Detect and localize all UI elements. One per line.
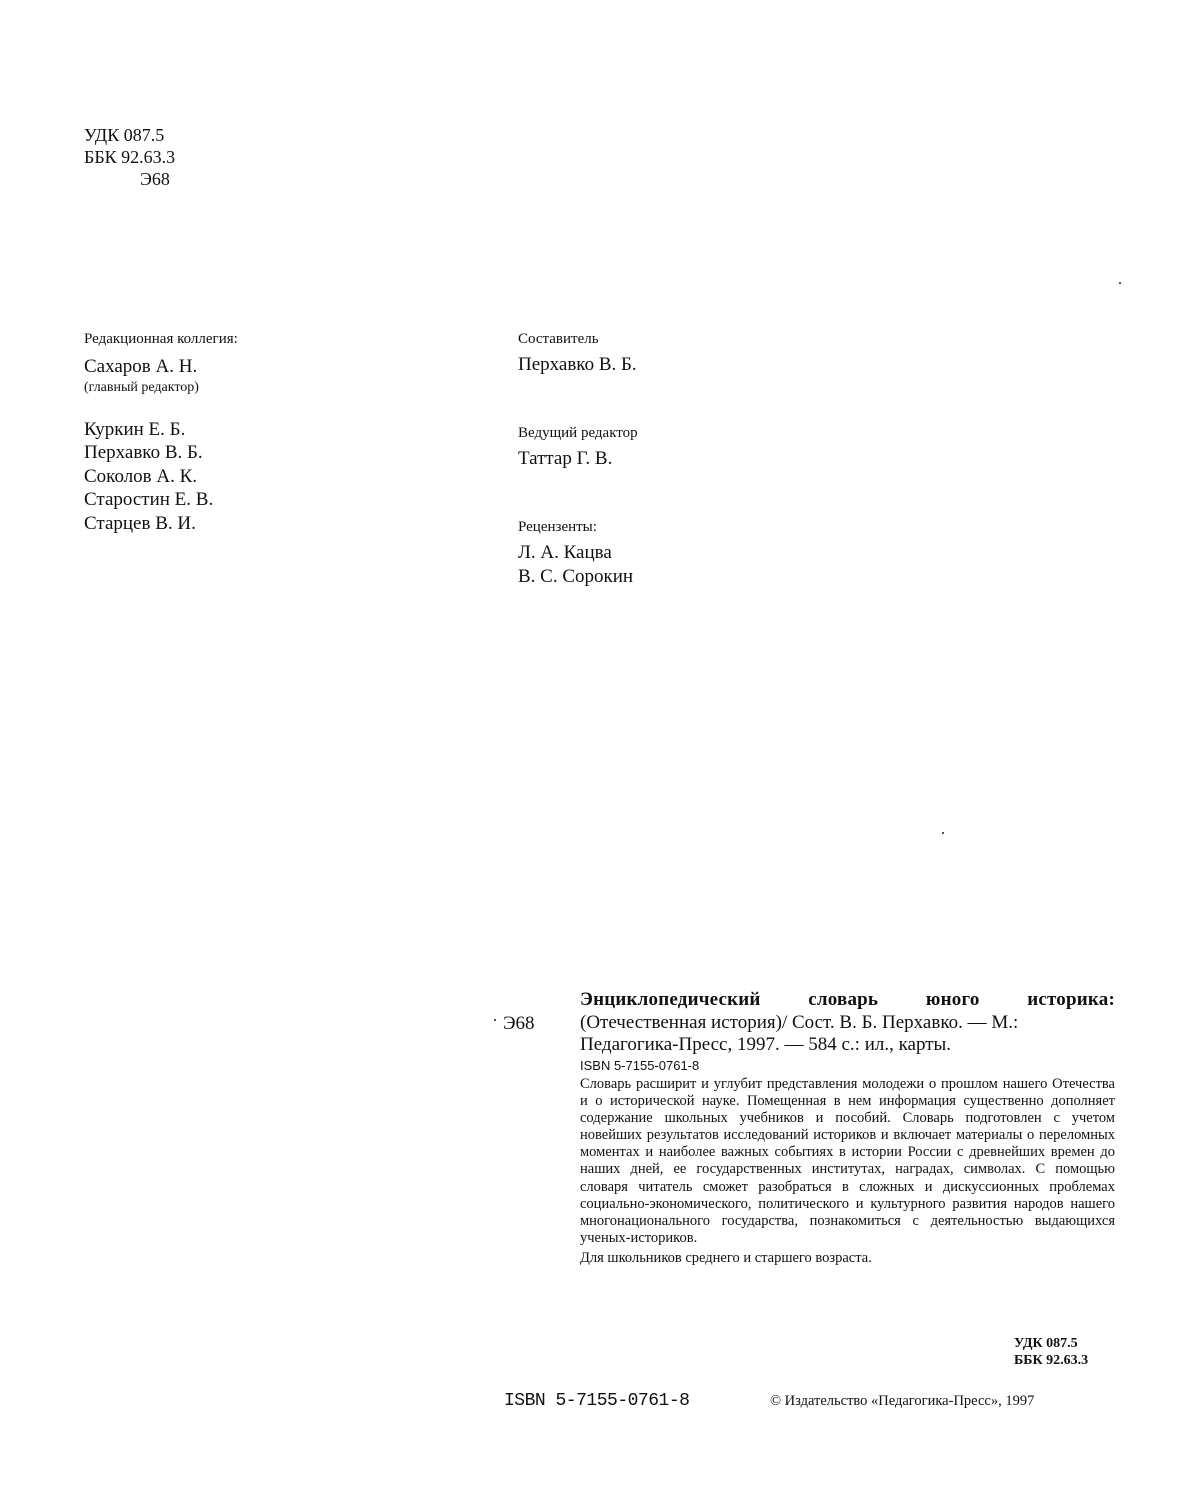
classification-top: [84, 124, 175, 190]
board-member: Старцев В. И.: [84, 512, 238, 536]
reviewer-name: Л. А. Кацва: [518, 541, 633, 565]
lead-editor-block: [518, 424, 638, 471]
isbn-footer: ISBN 5-7155-0761-8: [504, 1390, 689, 1412]
editorial-board: [84, 330, 238, 535]
bbk-code: ББК 92.63.3: [84, 146, 175, 168]
scan-speck: [1119, 282, 1121, 284]
bbk-code-bottom: ББК 92.63.3: [1014, 1353, 1088, 1370]
copyright-notice: © Издательство «Педагогика-Пресс», 1997: [770, 1392, 1034, 1410]
board-member: Соколов А. К.: [84, 465, 238, 489]
board-member: Куркин Е. Б.: [84, 418, 238, 442]
bibliographic-line: Педагогика-Пресс, 1997. — 584 с.: ил., карты.: [580, 1034, 1115, 1056]
target-audience: Для школьников среднего и старшего возраста.: [580, 1250, 1115, 1267]
scan-speck: [494, 1019, 496, 1021]
compiler-label: Составитель: [518, 330, 637, 348]
author-sign: Э68: [84, 168, 175, 190]
isbn-record: ISBN 5-7155-0761-8: [580, 1057, 1115, 1074]
annotation-text: Словарь расширит и углубит представления молодежи о прошлом нашего Отечества и о исторической науке. Помещенная в нем информация существенно дополняет содержание школьных учебников и пособий. Словарь подготовлен с учетом новейших результатов исследований историков и включает материалы о переломных моментах и наиболее важных событиях в истории России с древнейших времен до наших дней, ее государственных институтах, наградах, символах. С помощью словаря читатель сможет разобраться в сложных и дискуссионных проблемах социально-экономического, политического и культурного развития народов нашего многонационального государства, познакомиться с деятельностью выдающихся ученых-историков.: [580, 1076, 1115, 1247]
lead-editor-name: Таттар Г. В.: [518, 447, 638, 471]
classification-bottom: [1014, 1336, 1088, 1369]
lead-editor-label: Ведущий редактор: [518, 424, 638, 442]
compiler-block: [518, 330, 637, 377]
reviewers-block: [518, 518, 633, 588]
bibliographic-index-code: Э68: [503, 1013, 535, 1035]
reviewers-label: Рецензенты:: [518, 518, 633, 536]
compiler-name: Перхавко В. Б.: [518, 353, 637, 377]
reviewer-name: В. С. Сорокин: [518, 565, 633, 589]
editorial-board-label: Редакционная коллегия:: [84, 330, 238, 348]
board-member: Перхавко В. Б.: [84, 441, 238, 465]
chief-editor-role: (главный редактор): [84, 379, 238, 396]
udk-code: УДК 087.5: [84, 124, 175, 146]
board-members-list: [84, 418, 238, 536]
bibliographic-record: [580, 988, 1115, 1267]
bibliographic-line: (Отечественная история)/ Сост. В. Б. Перхавко. — М.:: [580, 1012, 1115, 1034]
scan-speck: [942, 832, 944, 834]
book-title: Энциклопедический словарь юного историка:: [580, 988, 1115, 1012]
chief-editor-name: Сахаров А. Н.: [84, 355, 238, 379]
board-member: Старостин Е. В.: [84, 488, 238, 512]
udk-code-bottom: УДК 087.5: [1014, 1336, 1088, 1353]
